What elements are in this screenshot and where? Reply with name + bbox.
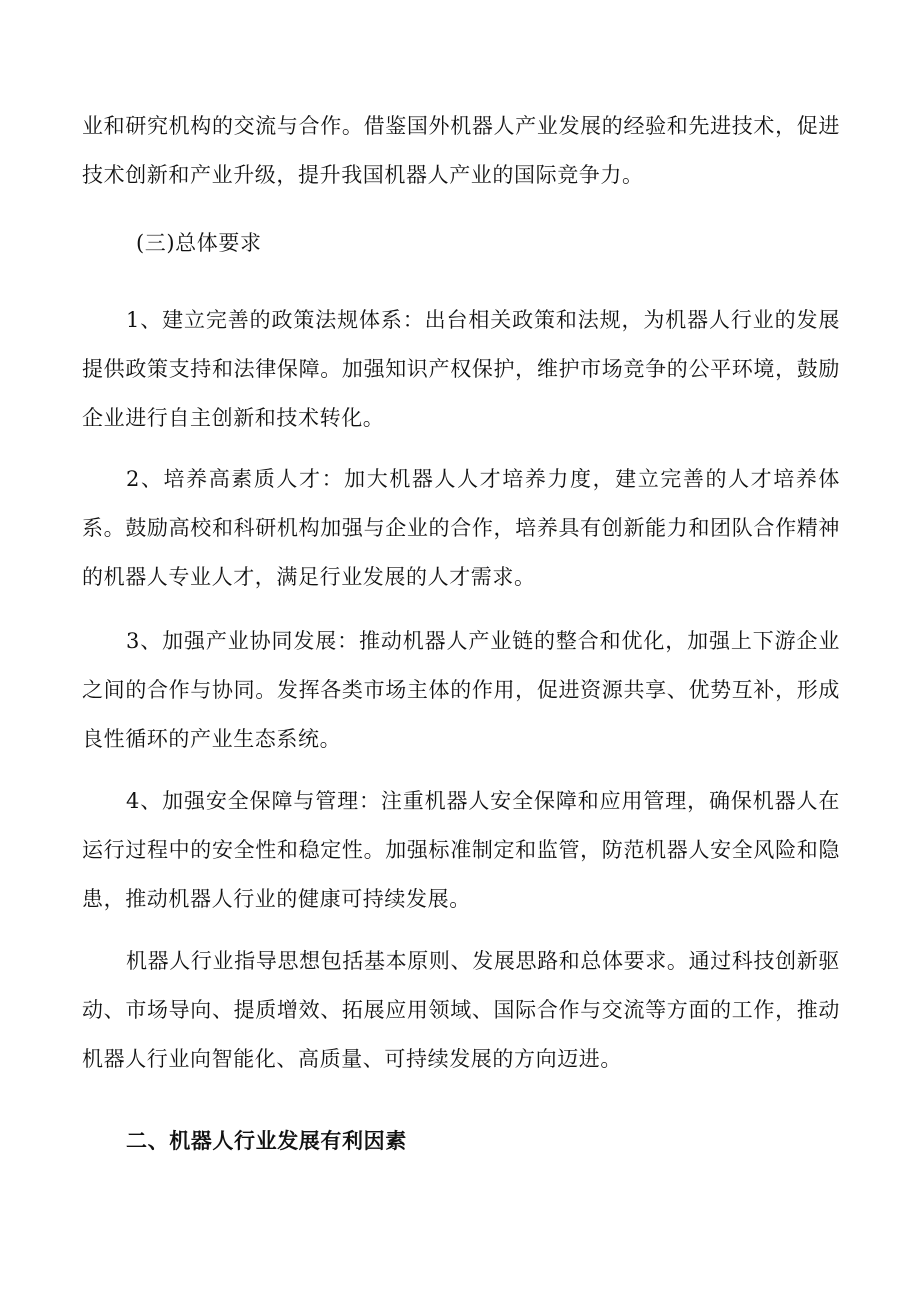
paragraph-item-4: 4、加强安全保障与管理：注重机器人安全保障和应用管理，确保机器人在运行过程中的安全性和稳定性。加强标准制定和监管，防范机器人安全风险和隐患，推动机器人行业的健康可持续发展。 [82, 789, 840, 911]
paragraph-item-3: 3、加强产业协同发展：推动机器人产业链的整合和优化，加强上下游企业之间的合作与协同。发挥各类市场主体的作用，促进资源共享、优势互补，形成良性循环的产业生态系统。 [82, 629, 840, 751]
paragraph-intro: 业和研究机构的交流与合作。借鉴国外机器人产业发展的经验和先进技术，促进技术创新和产业升级，提升我国机器人产业的国际竞争力。 [82, 114, 840, 187]
paragraph-item-2: 2、培养高素质人才：加大机器人人才培养力度，建立完善的人才培养体系。鼓励高校和科研机构加强与企业的合作，培养具有创新能力和团队合作精神的机器人专业人才，满足行业发展的人才需求。 [82, 467, 840, 589]
subheading-overall-requirements: (三)总体要求 [136, 231, 262, 255]
section-heading: 二、机器人行业发展有利因素 [126, 1128, 407, 1153]
paragraph-summary: 机器人行业指导思想包括基本原则、发展思路和总体要求。通过科技创新驱动、市场导向、提质增效、拓展应用领域、国际合作与交流等方面的工作，推动机器人行业向智能化、高质量、可持续发展的方向迈进。 [82, 949, 840, 1071]
paragraph-item-1: 1、建立完善的政策法规体系：出台相关政策和法规，为机器人行业的发展提供政策支持和法律保障。加强知识产权保护，维护市场竞争的公平环境，鼓励企业进行自主创新和技术转化。 [82, 308, 840, 430]
